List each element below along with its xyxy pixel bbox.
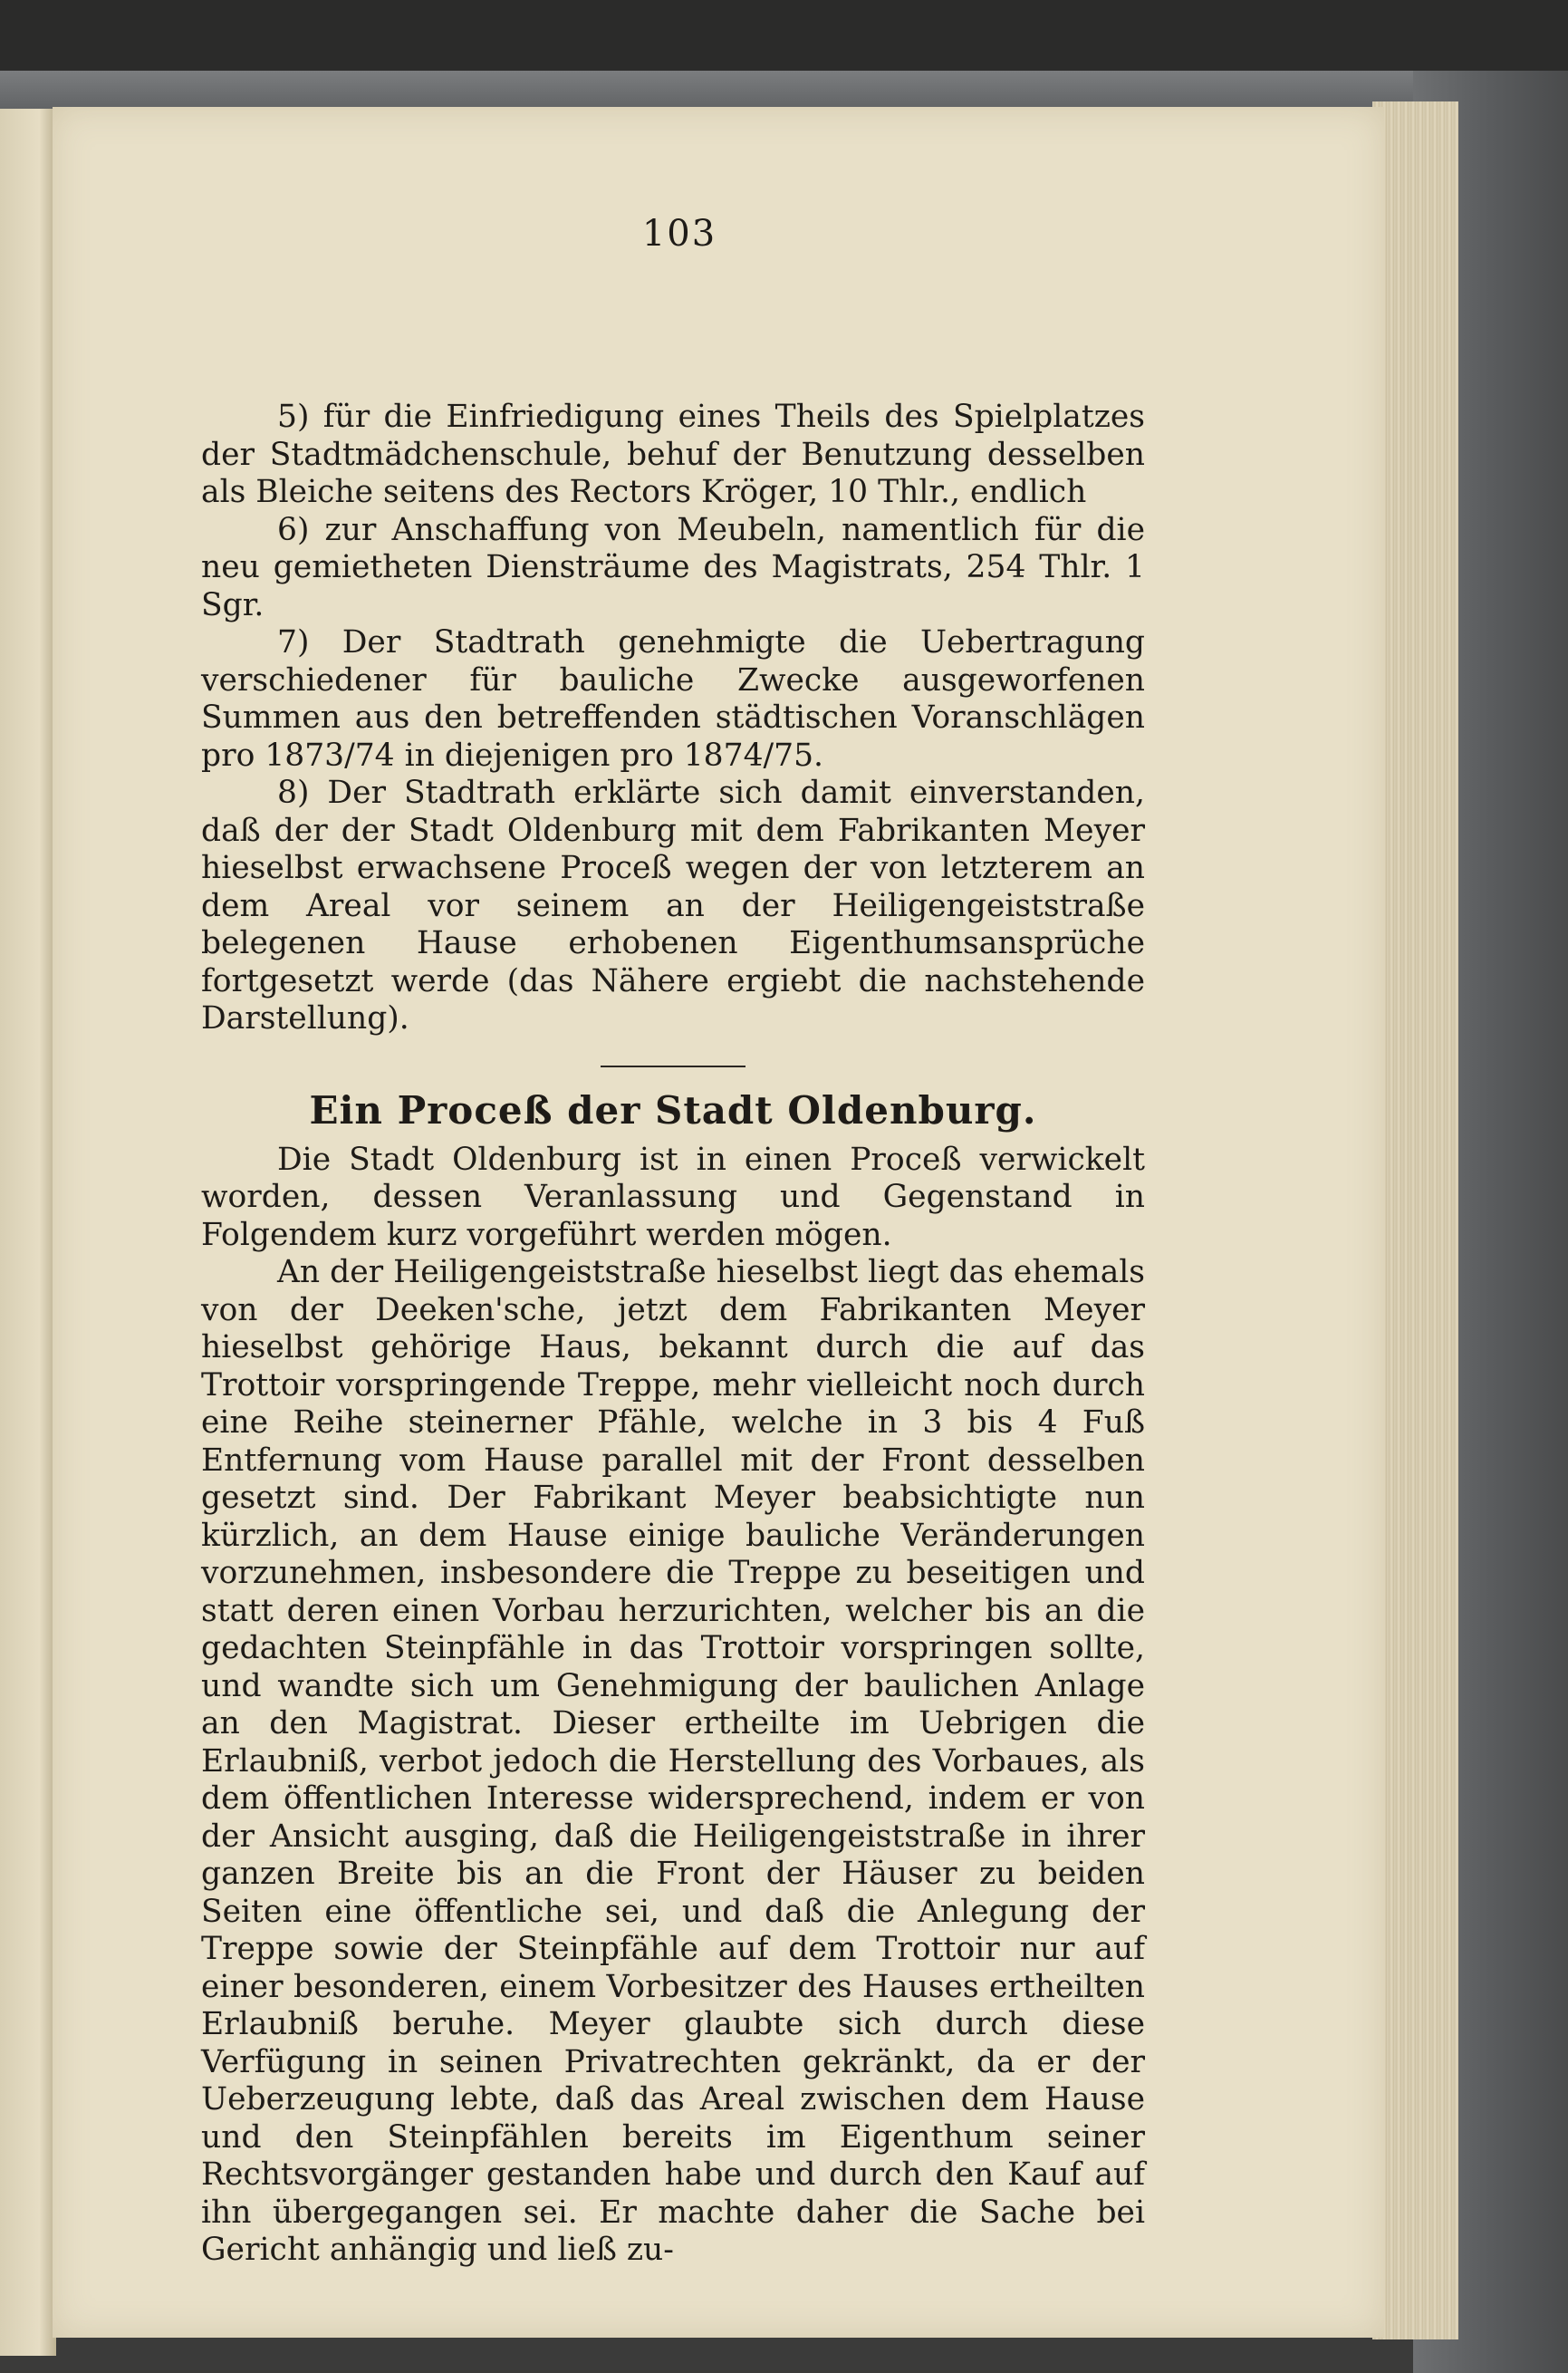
paragraph-item-6: 6) zur Anschaffung von Meubeln, namentlich für die neu gemietheten Diensträume des Magistrats, 254 Thlr. 1 Sgr. (201, 511, 1145, 623)
paragraph-item-5: 5) für die Einfriedigung eines Theils des Spielplatzes der Stadtmädchenschule, behuf der Benutzung desselben als Bleiche seitens des Rectors Kröger, 10 Thlr., endlich (201, 399, 1145, 510)
page-number: 103 (641, 213, 717, 255)
section-heading: Ein Proceß der Stadt Oldenburg. (309, 1087, 1037, 1133)
section-divider (601, 1066, 746, 1067)
section-paragraph-1: Die Stadt Oldenburg ist in einen Proceß verwickelt worden, dessen Veranlassung und Gegenstand in Folgendem kurz vorgeführt werden mögen. (201, 1141, 1145, 1253)
previous-page-edge (0, 109, 56, 2356)
paragraph-item-7: 7) Der Stadtrath genehmigte die Uebertragung verschiedener für bauliche Zwecke ausgeworfenen Summen aus den betreffenden städtischen Voranschlägen pro 1873/74 in diejenigen pro 1874/75. (201, 624, 1145, 774)
page-stack-edge (1372, 101, 1458, 2339)
paragraph-item-8: 8) Der Stadtrath erklärte sich damit einverstanden, daß der der Stadt Oldenburg mit dem Fabrikanten Meyer hieselbst erwachsene Proceß wegen der von letzterem an dem Areal vor seinem an der Heiligengeiststraße belegenen Hause erhobenen Eigenthumsansprüche fortgesetzt werde (das Nähere ergiebt die nachstehende Darstellung). (201, 775, 1145, 1037)
page-text (201, 399, 1145, 2270)
section-paragraph-2: An der Heiligengeiststraße hieselbst liegt das ehemals von der Deeken'sche, jetzt dem Fabrikanten Meyer hieselbst gehörige Haus, bekannt durch die auf das Trottoir vorspringende Treppe, mehr vielleicht noch durch eine Reihe steinerner Pfähle, welche in 3 bis 4 Fuß Entfernung vom Hause parallel mit der Front desselben gesetzt sind. Der Fabrikant Meyer beabsichtigte nun kürzlich, an dem Hause einige bauliche Veränderungen vorzunehmen, insbesondere die Treppe zu beseitigen und statt deren einen Vorbau herzurichten, welcher bis an die gedachten Steinpfähle in das Trottoir vorspringen sollte, und wandte sich um Genehmigung der baulichen Anlage an den Magistrat. Dieser ertheilte im Uebrigen die Erlaubniß, verbot jedoch die Herstellung des Vorbaues, als dem öffentlichen Interesse widersprechend, indem er von der Ansicht ausging, daß die Heiligengeiststraße in ihrer ganzen Breite bis an die Front der Häuser zu beiden Seiten eine öffentliche sei, und daß die Anlegung der Treppe sowie der Steinpfähle auf dem Trottoir nur auf einer besonderen, einem Vorbesitzer des Hauses ertheilten Erlaubniß beruhe. Meyer glaubte sich durch diese Verfügung in seinen Privatrechten gekränkt, da er der Ueberzeugung lebte, daß das Areal zwischen dem Hause und den Steinpfählen bereits im Eigenthum seiner Rechtsvorgänger gestanden habe und durch den Kauf auf ihn übergegangen sei. Er machte daher die Sache bei Gericht anhängig und ließ zu- (201, 1254, 1145, 2268)
